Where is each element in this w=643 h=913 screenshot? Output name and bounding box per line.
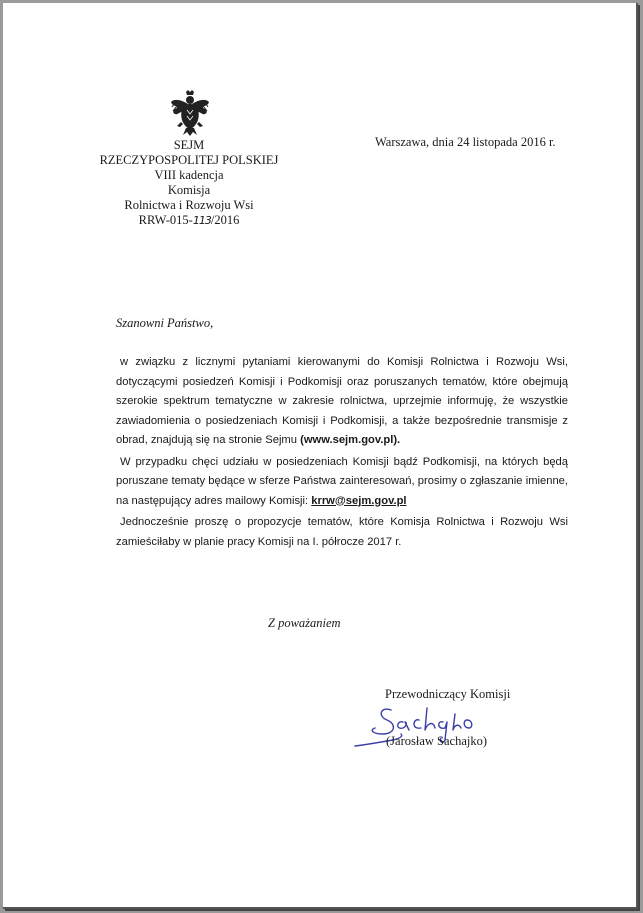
letter-page xyxy=(3,3,638,909)
greeting: Szanowni Państwo, xyxy=(116,316,214,330)
paragraph-1 xyxy=(116,353,568,451)
header-reference xyxy=(83,213,295,228)
header-sejm: SEJM xyxy=(173,138,205,152)
committee-email-link[interactable]: krrw@sejm.gov.pl xyxy=(311,494,407,507)
signatory-title: Przewodniczący Komisji xyxy=(385,687,511,701)
reference-prefix: RRW-015- xyxy=(138,213,193,227)
reference-handwritten-number: 113 xyxy=(192,214,211,227)
letter-body xyxy=(116,353,568,554)
signatory-name: (Jarosław Sachajko) xyxy=(386,734,488,748)
header-term: VIII kadencja xyxy=(154,168,224,182)
committee-header xyxy=(83,138,295,228)
header-committee: Komisja xyxy=(167,183,211,197)
closing-phrase: Z poważaniem xyxy=(268,616,341,630)
paragraph-2-text: W przypadku chęci udziału w posiedzeniach Komisji bądź Podkomisji, na których będą poruszane tematy będące w sferze Państwa zainteresowań, prosimy o zgłaszanie imienne, na następujący adres mailowy Komisji: xyxy=(116,455,568,507)
header-republic: RZECZYPOSPOLITEJ POLSKIEJ xyxy=(99,153,279,167)
paragraph-3: Jednocześnie proszę o propozycje tematów, które Komisja Rolnictwa i Rozwoju Wsi zamieściłaby w planie pracy Komisji na I. półrocze 2017 r. xyxy=(116,516,568,548)
sejm-website-link[interactable]: (www.sejm.gov.pl). xyxy=(300,434,401,446)
polish-eagle-emblem xyxy=(170,90,210,136)
letter-date: Warszawa, dnia 24 listopada 2016 r. xyxy=(375,135,556,149)
reference-suffix: /2016 xyxy=(210,213,240,227)
paragraph-2 xyxy=(116,453,568,512)
paragraph-1-text: w związku z licznymi pytaniami kierowanymi do Komisji Rolnictwa i Rozwoju Wsi, dotyczącymi posiedzeń Komisji i Podkomisji oraz poruszanych tematów, które obejmują szerokie spektrum tematyczne w zakresie rolnictwa, uprzejmie informuję, że wszystkie zawiadomienia o posiedzeniach Komisji i Podkomisji, a także bezpośrednie transmisje z obrad, znajdują się na stronie Sejmu xyxy=(116,356,568,446)
header-committee-name: Rolnictwa i Rozwoju Wsi xyxy=(124,198,254,212)
